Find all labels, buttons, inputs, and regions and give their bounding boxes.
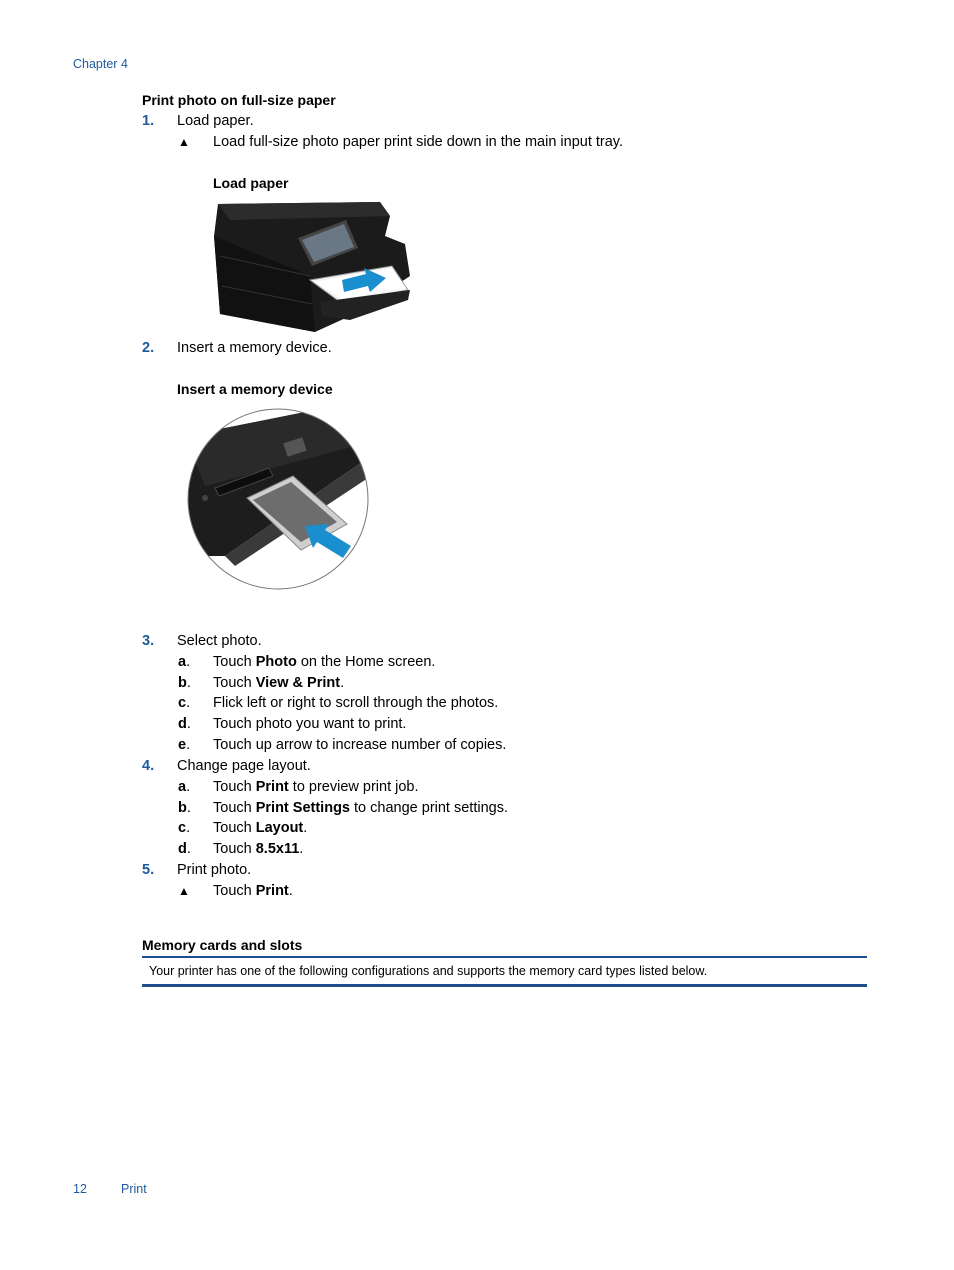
substep-text: Touch Photo on the Home screen. (213, 654, 436, 670)
substep-label: a. (178, 779, 191, 795)
memory-card-illustration (185, 406, 371, 592)
section-title: Print photo on full-size paper (142, 92, 336, 108)
substep-text: Touch 8.5x11. (213, 841, 304, 857)
step5-instruction: Touch Print. (213, 883, 293, 899)
step-text-4: Change page layout. (177, 758, 311, 774)
substep-label: b. (178, 675, 191, 691)
triangle-bullet-icon: ▲ (178, 884, 190, 898)
substep-label: d. (178, 841, 191, 857)
figure-title-memory-device: Insert a memory device (177, 381, 333, 397)
step-text-1: Load paper. (177, 113, 254, 129)
substep-text: Touch up arrow to increase number of copies. (213, 737, 507, 753)
substep-label: b. (178, 800, 191, 816)
printer-load-paper-illustration (210, 196, 415, 334)
step1-instruction: Load full-size photo paper print side down in the main input tray. (213, 134, 624, 150)
substep-label: e. (178, 737, 191, 753)
step-number-4: 4. (142, 758, 155, 774)
substep-label: d. (178, 716, 191, 732)
step-text-5: Print photo. (177, 862, 252, 878)
substep-label: c. (178, 820, 191, 836)
footer-section: Print (121, 1182, 147, 1196)
step-number-2: 2. (142, 340, 155, 356)
chapter-label: Chapter 4 (73, 57, 128, 71)
triangle-bullet-icon: ▲ (178, 135, 190, 149)
figure-title-load-paper: Load paper (213, 175, 289, 191)
memory-section-title: Memory cards and slots (142, 937, 303, 953)
substep-text: Touch Print Settings to change print settings. (213, 800, 508, 816)
step-number-3: 3. (142, 633, 155, 649)
step-text-3: Select photo. (177, 633, 262, 649)
substep-text: Touch View & Print. (213, 675, 345, 691)
step-number-1: 1. (142, 113, 155, 129)
substep-label: a. (178, 654, 191, 670)
substep-text: Flick left or right to scroll through the photos. (213, 695, 499, 711)
page-number: 12 (73, 1182, 87, 1196)
substep-label: c. (178, 695, 191, 711)
substep-text: Touch Print to preview print job. (213, 779, 419, 795)
step-text-2: Insert a memory device. (177, 340, 332, 356)
memory-note: Your printer has one of the following configurations and supports the memory card types listed below. (149, 964, 708, 978)
substep-text: Touch photo you want to print. (213, 716, 407, 732)
substep-text: Touch Layout. (213, 820, 308, 836)
bottom-rule (142, 984, 867, 987)
top-rule (142, 956, 867, 958)
step-number-5: 5. (142, 862, 155, 878)
